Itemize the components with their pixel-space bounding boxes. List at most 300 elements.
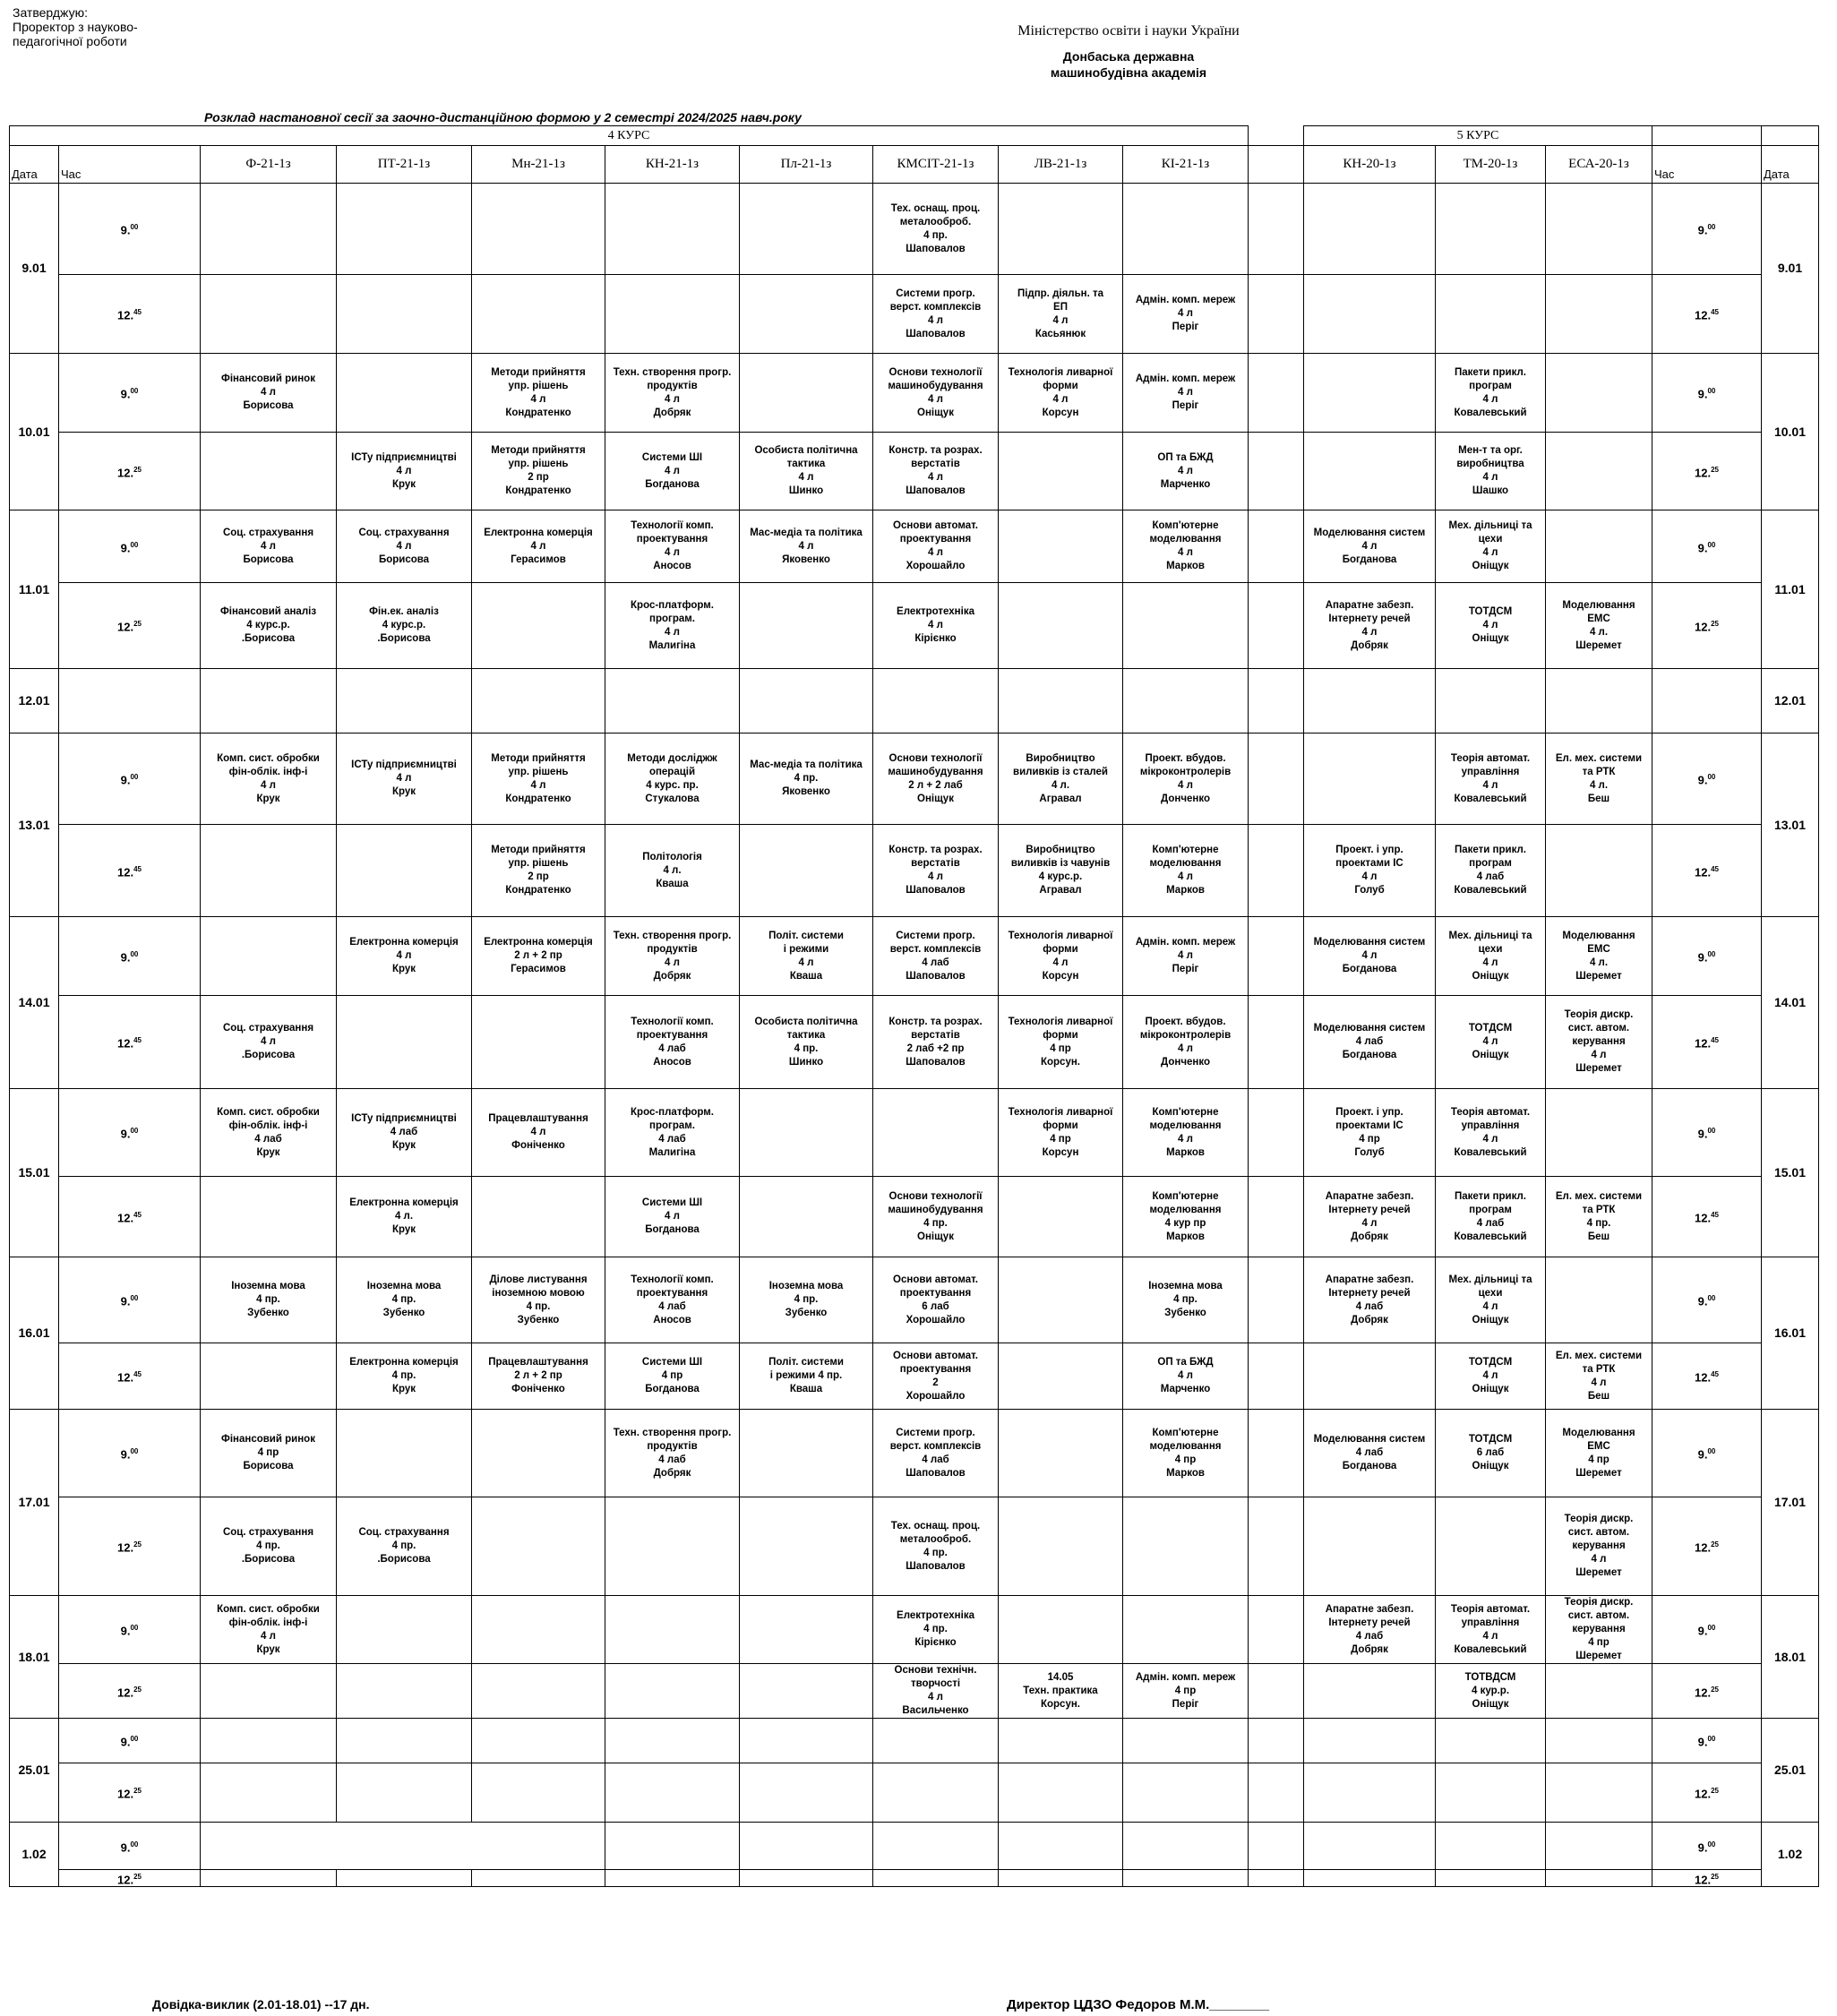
class-cell (1123, 1089, 1249, 1177)
class-cell (201, 1870, 337, 1887)
class-line: Шаповалов (906, 1560, 966, 1572)
class-line: Тех. оснащ. проц. (890, 1520, 981, 1531)
class-cell (1304, 1870, 1436, 1887)
class-line: 2 л + 2 пр (514, 950, 562, 961)
class-line: форми (1043, 1029, 1078, 1041)
class-line: Технології комп. (631, 520, 714, 531)
class-line: .Борисова (241, 1050, 296, 1060)
class-line: Ковалевський (1454, 1643, 1527, 1655)
class-cell (337, 1343, 472, 1410)
class-cell (472, 433, 605, 510)
class-line: Тех. оснащ. проц. (890, 202, 981, 214)
time-cell (1652, 1763, 1762, 1823)
class-line: 4 л (1591, 1554, 1607, 1565)
class-cell (1123, 184, 1249, 275)
class-cell (1123, 1410, 1249, 1497)
class-cell (873, 275, 999, 354)
spacer-cell (1249, 146, 1304, 184)
time-minutes: 25 (1711, 1873, 1719, 1881)
class-line: Основи автомат. (893, 1350, 978, 1361)
class-cell (1123, 825, 1249, 917)
class-cell (605, 1257, 740, 1343)
class-line: Фоніченко (511, 1140, 565, 1151)
class-line: ОП та БЖД (1157, 1357, 1214, 1368)
class-line: Оніщук (917, 793, 954, 804)
spacer-cell (1249, 1596, 1304, 1664)
time-minutes: 25 (1711, 1685, 1719, 1694)
class-line: 4 л (1482, 393, 1498, 405)
class-line: Крук (391, 478, 416, 490)
class-line: Беш (1587, 793, 1610, 804)
class-cell (1546, 917, 1652, 996)
class-line: Борисова (378, 553, 430, 565)
class-line: Шеремет (1575, 1567, 1622, 1578)
class-cell (1123, 1664, 1249, 1719)
class-line: 2 пр (528, 472, 549, 483)
class-line: 4 л (1178, 950, 1193, 961)
class-cell (1436, 1870, 1546, 1887)
time-cell (59, 1177, 201, 1257)
class-line: 4 л (1361, 871, 1378, 882)
class-cell (1546, 184, 1652, 275)
date-cell: 25.01 (10, 1719, 59, 1823)
time-cell (59, 1823, 201, 1870)
class-line: Богданова (1342, 964, 1397, 974)
class-line: сист. автом. (1567, 1610, 1630, 1621)
class-cell (472, 1089, 605, 1177)
class-cell (1436, 1664, 1546, 1719)
class-line: Працевлаштування (488, 1113, 588, 1124)
time-value: 9. (1697, 1624, 1708, 1638)
time-value: 9. (1697, 1127, 1708, 1141)
class-line: Крук (391, 786, 416, 797)
class-line: Донченко (1161, 793, 1210, 804)
time-cell (59, 275, 201, 354)
class-cell (1123, 996, 1249, 1089)
class-line: Хорошайло (906, 561, 966, 571)
class-line: і режими 4 пр. (769, 1370, 843, 1381)
class-line: ТОТДСМ (1468, 606, 1513, 617)
class-line: 4 л (1482, 957, 1498, 968)
class-cell (605, 733, 740, 825)
class-cell (201, 1823, 605, 1870)
time-minutes: 00 (1707, 1447, 1716, 1456)
class-line: Соц. страхування (222, 1527, 314, 1538)
spacer-cell (1249, 669, 1304, 733)
class-line: Касьянюк (1034, 328, 1086, 339)
class-cell (1123, 669, 1249, 733)
class-cell (1304, 354, 1436, 433)
class-line: Шаповалов (906, 885, 966, 896)
date-cell: 16.01 (10, 1257, 59, 1410)
class-line: 4 л (798, 472, 814, 483)
class-line: фін-облік. інф-і (228, 1120, 308, 1131)
class-line: Шеремет (1575, 970, 1622, 982)
class-cell (999, 996, 1123, 1089)
class-cell (1304, 1596, 1436, 1664)
class-line: 4 л (1482, 620, 1498, 631)
class-line: Зубенко (382, 1308, 425, 1318)
class-line: Системи прогр. (896, 1427, 975, 1438)
time-minutes: 25 (133, 620, 142, 629)
class-line: 4 л (1178, 1133, 1193, 1145)
date-cell: 10.01 (10, 354, 59, 510)
class-cell (605, 1870, 740, 1887)
class-line: 4 л (261, 1630, 276, 1642)
class-cell (1123, 1596, 1249, 1664)
class-cell (1436, 1410, 1546, 1497)
class-cell (1436, 825, 1546, 917)
class-cell (1546, 583, 1652, 669)
class-line: управління (1461, 1120, 1520, 1131)
class-cell (472, 275, 605, 354)
class-line: Фоніченко (511, 1384, 565, 1394)
class-line: 4 пр. (526, 1300, 551, 1312)
class-line: 4 пр. (256, 1294, 280, 1305)
class-cell (873, 510, 999, 583)
time-cell (1652, 1664, 1762, 1719)
class-line: виливків із чавунів (1010, 858, 1111, 869)
spacer-cell (1249, 1870, 1304, 1887)
class-line: форми (1043, 1120, 1078, 1131)
date-cell: 17.01 (1762, 1410, 1819, 1596)
group-header: Пл-21-1з (740, 146, 873, 184)
class-line: Кірієнко (914, 633, 957, 644)
class-line: 4 л (1178, 547, 1193, 558)
class-line: 4 курс. пр. (646, 779, 699, 791)
class-cell (1546, 1763, 1652, 1823)
class-line: Шинко (788, 1056, 824, 1068)
class-line: керування (1572, 1540, 1626, 1551)
class-line: 4 л (1052, 957, 1069, 968)
class-cell (201, 1177, 337, 1257)
class-line: 4 лаб (658, 1300, 686, 1312)
class-line: 4 л (396, 773, 412, 784)
date-cell: 16.01 (1762, 1257, 1819, 1410)
time-cell (59, 1257, 201, 1343)
class-line: 4 л (1361, 950, 1378, 961)
class-line: Крук (256, 793, 280, 804)
group-header: ЛВ-21-1з (999, 146, 1123, 184)
class-line: Апаратне забезп. (1325, 599, 1414, 611)
class-line: 4 л (396, 950, 412, 961)
class-line: Системи ШІ (641, 451, 703, 463)
class-cell (740, 354, 873, 433)
class-line: Адмін. комп. мереж (1135, 1671, 1236, 1683)
date-cell: 12.01 (1762, 669, 1819, 733)
time-value: 9. (1697, 1735, 1708, 1749)
class-cell (472, 1177, 605, 1257)
time-minutes: 00 (130, 1735, 139, 1744)
class-line: Оніщук (1472, 1698, 1509, 1710)
class-line: 4 пр (1588, 1454, 1610, 1465)
class-cell (1123, 510, 1249, 583)
class-line: ЕМС (1587, 613, 1610, 624)
class-line: .Борисова (377, 1554, 431, 1565)
time-cell (59, 510, 201, 583)
class-line: Основи автомат. (893, 1274, 978, 1285)
class-line: Електронна комерція (349, 937, 459, 948)
class-cell (1436, 1257, 1546, 1343)
class-line: 4 пр (1174, 1685, 1197, 1696)
class-cell (605, 1089, 740, 1177)
class-cell (201, 433, 337, 510)
time-value: 9. (120, 950, 131, 965)
class-line: Системи прогр. (896, 930, 975, 941)
class-line: 4 пр. (923, 1547, 948, 1558)
class-cell (999, 510, 1123, 583)
class-line: 4 л (665, 465, 680, 476)
class-line: Марченко (1160, 478, 1211, 490)
class-cell (873, 1870, 999, 1887)
class-cell (873, 733, 999, 825)
class-line: продуктів (647, 943, 698, 955)
class-line: 4 л (928, 547, 943, 558)
class-line: Крос-платформ. (631, 1106, 714, 1118)
class-cell (1123, 1763, 1249, 1823)
spacer-cell (1249, 1664, 1304, 1719)
class-line: Системи ШІ (641, 1357, 703, 1368)
class-line: тактика (786, 1029, 826, 1041)
time-column-header: Час (1652, 146, 1762, 184)
class-line: 4 л. (1589, 779, 1609, 791)
class-line: Методи прийняття (491, 845, 586, 855)
class-line: Технології комп. (631, 1274, 714, 1285)
schedule-row (10, 1497, 1819, 1596)
class-line: 4 лаб (658, 1454, 686, 1465)
class-cell (873, 996, 999, 1089)
class-cell (201, 1664, 337, 1719)
time-minutes: 45 (1711, 1211, 1719, 1220)
class-cell (472, 825, 605, 917)
time-column-header: Час (59, 146, 201, 184)
time-minutes: 25 (133, 1540, 142, 1549)
approval-block (13, 5, 138, 48)
class-line: Комп. сист. обробки (217, 752, 320, 764)
class-cell (472, 733, 605, 825)
class-line: Крук (256, 1146, 280, 1158)
class-line: Комп'ютерне (1152, 1106, 1219, 1118)
class-cell (740, 1497, 873, 1596)
schedule-row (10, 184, 1819, 275)
class-line: мікроконтролерів (1139, 766, 1232, 777)
class-cell (605, 583, 740, 669)
class-cell (873, 1257, 999, 1343)
class-line: моделювання (1149, 1120, 1222, 1131)
class-cell (472, 917, 605, 996)
time-cell (1652, 510, 1762, 583)
time-cell (59, 1664, 201, 1719)
class-cell (740, 1089, 873, 1177)
class-line: Апаратне забезп. (1325, 1274, 1414, 1285)
class-cell (873, 1823, 999, 1870)
class-line: 4 л (261, 779, 276, 791)
class-cell (1123, 1823, 1249, 1870)
schedule-row (10, 1257, 1819, 1343)
time-minutes: 25 (1711, 465, 1719, 474)
class-line: Зубенко (247, 1308, 289, 1318)
class-line: Моделювання систем (1313, 527, 1426, 538)
class-line: ОП та БЖД (1157, 451, 1214, 463)
class-line: машинобудування (888, 1204, 983, 1215)
class-cell (201, 669, 337, 733)
class-line: Голуб (1354, 885, 1385, 896)
class-line: Мас-медіа та політика (750, 527, 863, 538)
class-line: 4 пр. (794, 1294, 819, 1305)
class-line: Марков (1166, 1467, 1205, 1479)
class-line: фін-облік. інф-і (228, 1617, 308, 1628)
class-line: Техн. практика (1023, 1685, 1098, 1696)
class-cell (472, 1497, 605, 1596)
class-line: Кондратенко (505, 407, 571, 418)
class-cell (201, 733, 337, 825)
class-line: цехи (1478, 1287, 1503, 1299)
class-cell (999, 669, 1123, 733)
class-cell (999, 1596, 1123, 1664)
class-line: Теорія автомат. (1450, 1106, 1531, 1118)
class-cell (999, 1177, 1123, 1257)
class-cell (1436, 1497, 1546, 1596)
class-line: 4 лаб (390, 1127, 418, 1137)
class-cell (740, 583, 873, 669)
class-line: іноземною мовою (492, 1287, 585, 1299)
class-line: проектування (899, 1287, 972, 1299)
time-minutes: 00 (1707, 1624, 1716, 1633)
schedule-row (10, 1870, 1819, 1887)
time-value: 12. (117, 1686, 134, 1700)
class-line: Електронна комерція (484, 937, 593, 948)
class-line: верстатів (911, 1029, 960, 1041)
class-line: 4 л (1052, 393, 1069, 405)
class-line: верст. комплексів (889, 301, 982, 313)
class-cell (1436, 275, 1546, 354)
class-line: керування (1572, 1036, 1626, 1047)
class-cell (1123, 1497, 1249, 1596)
class-line: Методи прийняття (491, 752, 586, 764)
class-cell (873, 1497, 999, 1596)
class-line: 4 л (1591, 1377, 1607, 1388)
class-cell (1436, 583, 1546, 669)
class-cell (740, 825, 873, 917)
time-minutes: 25 (133, 1873, 142, 1881)
class-line: Моделювання (1562, 1427, 1635, 1438)
class-cell (1304, 583, 1436, 669)
class-cell (999, 1664, 1123, 1719)
class-line: Теорія дискр. (1564, 1514, 1634, 1524)
time-value: 9. (120, 1294, 131, 1308)
time-minutes: 00 (130, 1127, 139, 1136)
class-line: .Борисова (377, 633, 431, 644)
class-cell (740, 510, 873, 583)
class-line: 4 пр. (391, 1370, 416, 1381)
class-line: 4 лаб (254, 1133, 282, 1145)
blank-cell (1652, 126, 1762, 146)
class-line: Методи прийняття (491, 366, 586, 378)
group-header: Ф-21-1з (201, 146, 337, 184)
time-cell (1652, 1177, 1762, 1257)
approval-line: педагогічної роботи (13, 34, 127, 48)
time-cell (1652, 354, 1762, 433)
class-line: Технологія ливарної (1008, 930, 1113, 941)
class-line: 4 л (261, 540, 276, 552)
time-cell (1652, 1719, 1762, 1763)
time-value: 12. (117, 1787, 134, 1801)
class-line: Ковалевський (1454, 1146, 1527, 1158)
class-cell (1123, 917, 1249, 996)
class-cell (201, 1089, 337, 1177)
class-cell (605, 1410, 740, 1497)
class-cell (472, 1763, 605, 1823)
spacer-cell (1249, 433, 1304, 510)
class-cell (605, 825, 740, 917)
class-cell (1546, 354, 1652, 433)
class-cell (1123, 1719, 1249, 1763)
class-line: Аносов (653, 1056, 691, 1068)
class-line: Періг (1172, 400, 1199, 411)
class-line: проектами ІС (1335, 858, 1404, 869)
class-cell (1436, 1823, 1546, 1870)
schedule-row (10, 510, 1819, 583)
class-line: 4 лаб (922, 1454, 949, 1465)
class-line: 4 пр (1050, 1042, 1071, 1054)
class-line: моделювання (1149, 1204, 1222, 1215)
class-line: 4 л. (1589, 626, 1609, 638)
class-line: Констр. та розрах. (888, 1016, 983, 1027)
class-cell (605, 433, 740, 510)
class-line: упр. рішень (508, 459, 569, 469)
date-cell: 1.02 (1762, 1823, 1819, 1887)
time-value: 9. (120, 1735, 131, 1749)
class-line: Інтернету речей (1328, 1287, 1411, 1299)
class-line: Оніщук (1472, 1314, 1509, 1325)
time-value: 9. (120, 387, 131, 401)
class-cell (1123, 733, 1249, 825)
class-line: Техн. створення прогр. (613, 366, 732, 378)
class-line: Оніщук (1472, 1384, 1509, 1394)
class-line: 4 пр. (923, 1624, 948, 1634)
class-cell (337, 1664, 472, 1719)
class-cell (740, 1410, 873, 1497)
time-minutes: 00 (130, 1624, 139, 1633)
class-line: Оніщук (1472, 970, 1509, 982)
class-cell (337, 1763, 472, 1823)
class-line: Мех. дільниці та (1448, 520, 1532, 531)
class-cell (472, 1410, 605, 1497)
class-line: Основи технології (888, 366, 983, 378)
class-cell (873, 433, 999, 510)
group-header: ПТ-21-1з (337, 146, 472, 184)
class-line: упр. рішень (508, 858, 569, 869)
class-line: 4 пр. (794, 1042, 819, 1054)
class-cell (1304, 1410, 1436, 1497)
class-line: Пакети прикл. (1455, 1190, 1526, 1202)
class-line: Мас-медіа та політика (750, 759, 863, 770)
class-line: Системи ШІ (641, 1197, 703, 1208)
class-line: продуктів (647, 1440, 698, 1452)
class-line: Моделювання систем (1313, 1023, 1426, 1034)
class-line: Зубенко (517, 1314, 560, 1325)
class-cell (605, 1664, 740, 1719)
class-line: Моделювання (1562, 599, 1635, 611)
class-line: Теорія дискр. (1564, 1597, 1634, 1608)
class-line: Проект. вбудов. (1145, 752, 1226, 764)
class-cell (1436, 996, 1546, 1089)
class-line: Іноземна мова (231, 1281, 305, 1291)
time-cell (1652, 1870, 1762, 1887)
class-line: Інтернету речей (1328, 1204, 1411, 1215)
class-line: 4 л (1482, 1036, 1498, 1047)
class-line: моделювання (1149, 858, 1222, 869)
